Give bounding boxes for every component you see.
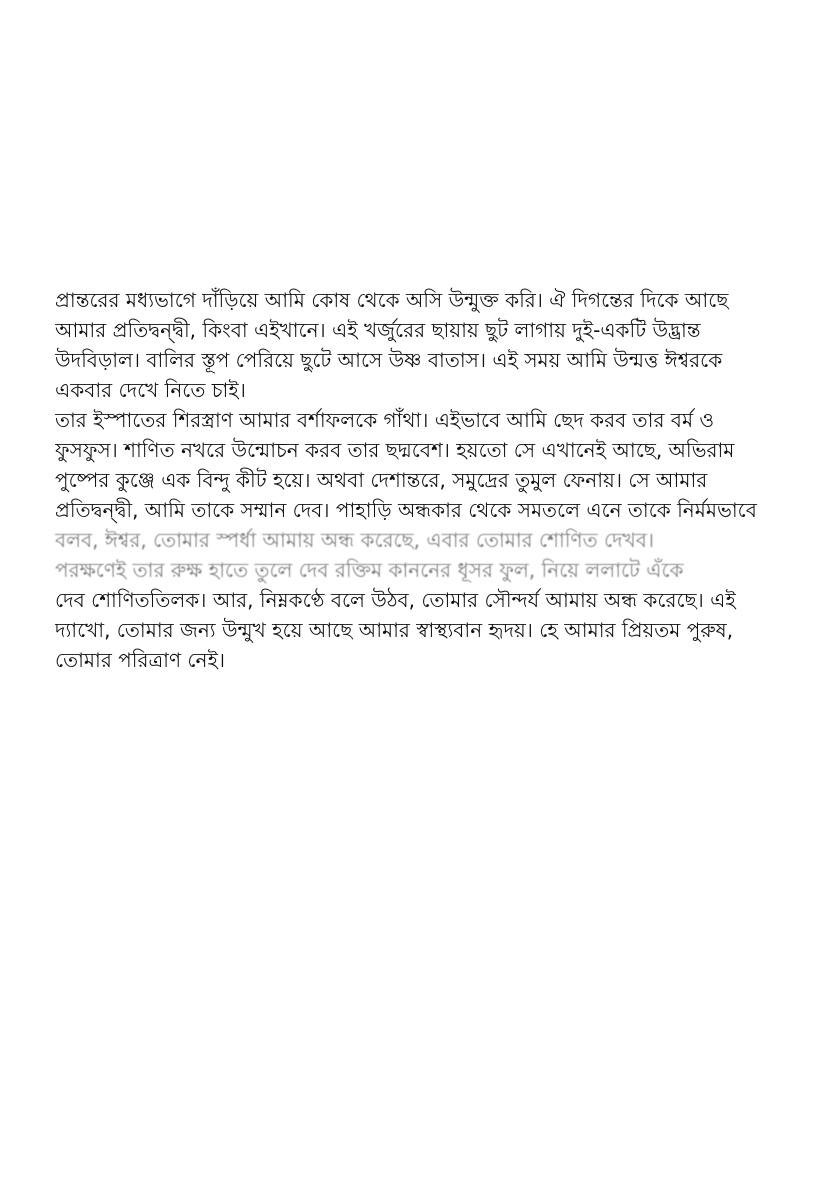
text-line: দ্যাখো, তোমার জন্য উন্মুখ হয়ে আছে আমার স্বাস্থ্যবান হৃদয়। হে আমার প্রিয়তম পুরুষ, <box>55 618 734 642</box>
paragraph-2 <box>55 405 770 675</box>
text-line-smudged: বলব, ঈশ্বর, তোমার স্পর্ধা আমায় অন্ধ করেছে, এবার তোমার শোণিত দেখব। <box>55 528 655 552</box>
paragraph-1 <box>55 285 770 405</box>
text-line: পুষ্পের কুঞ্জে এক বিন্দু কীট হয়ে। অথবা দেশান্তরে, সমুদ্রের তুমুল ফেনায়। সে আমার <box>55 468 708 492</box>
text-line: তোমার পরিত্রাণ নেই। <box>55 648 226 672</box>
poem-text <box>55 285 770 675</box>
text-line: তার ইস্পাতের শিরস্ত্রাণ আমার বর্শাফলকে গাঁথা। এইভাবে আমি ছেদ করব তার বর্ম ও <box>55 408 715 432</box>
text-line: ফুসফুস। শাণিত নখরে উন্মোচন করব তার ছদ্মবেশ। হয়তো সে এখানেই আছে, অভিরাম <box>55 438 735 462</box>
text-line: দেব শোণিততিলক। আর, নিম্নকণ্ঠে বলে উঠব, তোমার সৌন্দর্য আমায় অন্ধ করেছে। এই <box>55 588 736 612</box>
text-line: একবার দেখে নিতে চাই। <box>55 378 246 402</box>
text-line: প্রান্তরের মধ্যভাগে দাঁড়িয়ে আমি কোষ থেকে অসি উন্মুক্ত করি। ঐ দিগন্তের দিকে আছে <box>55 288 729 312</box>
text-line: উদবিড়াল। বালির স্তূপ পেরিয়ে ছুটে আসে উষ্ণ বাতাস। এই সময় আমি উন্মত্ত ঈশ্বরকে <box>55 348 723 372</box>
text-line-smudged: পরক্ষণেই তার রুক্ষ হাতে তুলে দেব রক্তিম কাননের ধূসর ফুল, নিয়ে ললাটে এঁকে <box>55 558 684 582</box>
text-line: প্রতিদ্বন্দ্বী, আমি তাকে সম্মান দেব। পাহাড়ি অন্ধকার থেকে সমতলে এনে তাকে নির্মমভাবে <box>55 498 757 522</box>
text-line: আমার প্রতিদ্বন্দ্বী, কিংবা এইখানে। এই খর্জুরের ছায়ায় ছুট লাগায় দুই-একটি উদ্ভ্রান্ত <box>55 318 701 342</box>
